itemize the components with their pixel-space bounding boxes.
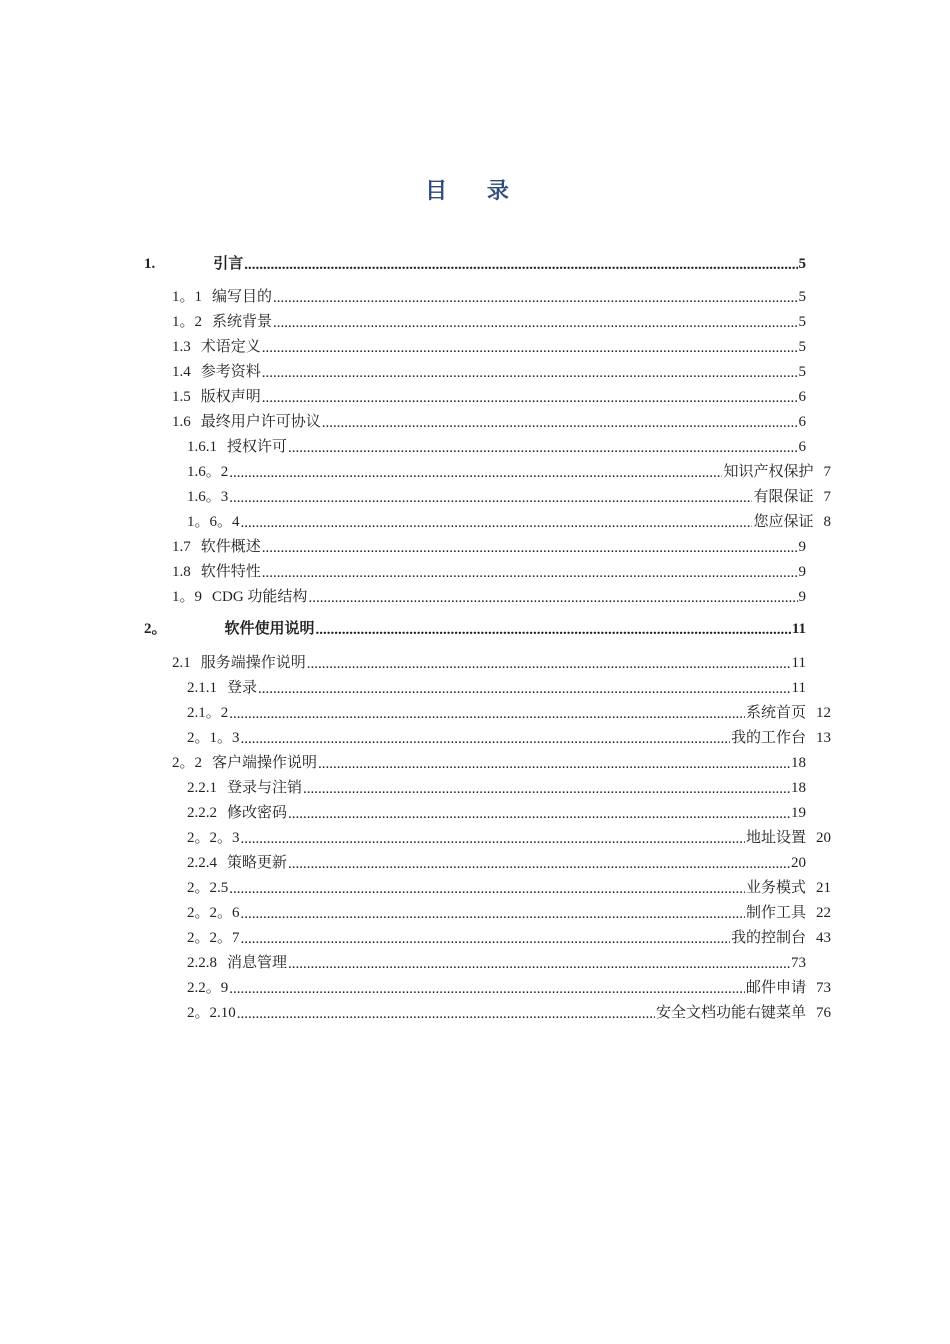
toc-entry[interactable] (187, 926, 831, 948)
toc-entry-title: 服务端操作说明 (200, 655, 306, 671)
toc-page-number: 7 (823, 489, 831, 505)
toc-entry-title: 知识产权保护 (723, 464, 814, 480)
toc-page-number: 18 (791, 780, 806, 796)
toc-entry-number: 2。2 (172, 755, 203, 771)
toc-entry-number: 2.2.8 (187, 955, 217, 971)
toc-page-number: 76 (816, 1005, 831, 1021)
toc-page-number: 20 (791, 855, 806, 871)
toc-entry[interactable] (172, 385, 806, 407)
toc-page-number: 6 (798, 414, 806, 430)
toc-page-number: 6 (798, 389, 806, 405)
toc-entry-number: 1。9 (172, 589, 203, 605)
toc-entry[interactable] (172, 310, 806, 332)
toc-entry-title: 有限保证 (753, 489, 814, 505)
toc-entry-title: 最终用户许可协议 (200, 414, 321, 430)
toc-entry-number: 1。6。4 (187, 514, 240, 530)
toc-entry[interactable] (187, 976, 831, 998)
toc-dot-leader (241, 730, 730, 748)
toc-entry[interactable] (187, 801, 806, 823)
toc-entry-number: 2.2.2 (187, 805, 217, 821)
toc-entry-title: 引言 (213, 256, 244, 272)
toc-entry[interactable] (172, 535, 806, 557)
toc-page-number: 5 (798, 289, 806, 305)
toc-entry-title: 业务模式 (745, 880, 806, 896)
toc-entry-number: 2.1 (172, 655, 191, 671)
toc-dot-leader (241, 830, 745, 848)
toc-page-number: 11 (791, 680, 806, 696)
toc-entry[interactable] (144, 617, 806, 639)
toc-dot-leader (229, 464, 722, 482)
toc-page-number: 7 (823, 464, 831, 480)
toc-entry-title: 编写目的 (212, 289, 273, 305)
toc-entry-title: 登录与注销 (227, 780, 303, 796)
toc-entry[interactable] (187, 726, 831, 748)
toc-entry-title: 系统首页 (745, 705, 806, 721)
toc-entry[interactable] (187, 676, 806, 698)
toc-entry[interactable] (187, 901, 831, 923)
toc-page-number: 18 (791, 755, 806, 771)
toc-entry-title: 邮件申请 (745, 980, 806, 996)
toc-dot-leader (229, 980, 745, 998)
toc-dot-leader (288, 855, 790, 873)
toc-entry-number: 1. (144, 256, 156, 272)
toc-entry-number: 1.8 (172, 564, 191, 580)
toc-entry-number: 2。2.5 (187, 880, 229, 896)
toc-entry-number: 1.3 (172, 339, 191, 355)
toc-page-number: 8 (823, 514, 831, 530)
toc-entry-number: 2。2。6 (187, 905, 240, 921)
toc-entry[interactable] (172, 335, 806, 357)
toc-dot-leader (288, 439, 797, 457)
toc-entry-title: 制作工具 (745, 905, 806, 921)
toc-entry-title: 消息管理 (227, 955, 288, 971)
toc-dot-leader (316, 621, 791, 639)
toc-dot-leader (288, 955, 790, 973)
toc-page-number: 11 (791, 655, 806, 671)
toc-dot-leader (262, 339, 798, 357)
toc-dot-leader (262, 564, 798, 582)
toc-entry[interactable] (172, 410, 806, 432)
toc-dot-leader (229, 489, 752, 507)
toc-entry-number: 2。2。3 (187, 830, 240, 846)
toc-page-number: 73 (791, 955, 806, 971)
toc-entry[interactable] (187, 851, 806, 873)
toc-entry-title: 软件概述 (200, 539, 261, 555)
toc-entry[interactable] (187, 876, 831, 898)
toc-entry-title: 软件特性 (200, 564, 261, 580)
toc-entry[interactable] (187, 826, 831, 848)
toc-dot-leader (229, 705, 745, 723)
toc-page-number: 43 (816, 930, 831, 946)
toc-entry-title: CDG 功能结构 (212, 589, 308, 605)
toc-entry-number: 1.4 (172, 364, 191, 380)
toc-entry[interactable] (187, 1001, 831, 1023)
toc-dot-leader (237, 1005, 655, 1023)
toc-entry-number: 2.1.1 (187, 680, 217, 696)
toc-entry-number: 1。1 (172, 289, 203, 305)
toc-entry[interactable] (172, 651, 806, 673)
toc-entry-title: 安全文档功能右键菜单 (655, 1005, 806, 1021)
toc-entry-number: 1.6。2 (187, 464, 229, 480)
toc-dot-leader (288, 805, 790, 823)
toc-entry-number: 2。2.10 (187, 1005, 236, 1021)
toc-entry[interactable] (187, 435, 806, 457)
toc-entry-number: 1.7 (172, 539, 191, 555)
toc-entry-number: 2.1。2 (187, 705, 229, 721)
toc-entry-number: 1.5 (172, 389, 191, 405)
toc-entry-title: 参考资料 (200, 364, 261, 380)
toc-entry-title: 版权声明 (200, 389, 261, 405)
toc-page-number: 5 (798, 314, 806, 330)
toc-entry[interactable] (172, 751, 806, 773)
toc-entry[interactable] (144, 252, 806, 274)
toc-entry[interactable] (187, 776, 806, 798)
toc-entry-number: 2。 (144, 621, 167, 637)
toc-dot-leader (262, 389, 798, 407)
toc-entry-title: 您应保证 (753, 514, 814, 530)
toc-entry-number: 2。1。3 (187, 730, 240, 746)
toc-entry[interactable] (172, 585, 806, 607)
toc-entry-number: 1。2 (172, 314, 203, 330)
toc-entry-number: 1.6。3 (187, 489, 229, 505)
toc-entry[interactable] (172, 285, 806, 307)
toc-page-number: 20 (816, 830, 831, 846)
toc-page-number: 12 (816, 705, 831, 721)
toc-page-number: 5 (798, 364, 806, 380)
toc-entry-number: 2.2.1 (187, 780, 217, 796)
toc-page-number: 6 (798, 439, 806, 455)
toc-page-number: 22 (816, 905, 831, 921)
toc-dot-leader (262, 364, 798, 382)
toc-dot-leader (229, 880, 745, 898)
toc-page-number: 9 (798, 539, 806, 555)
toc-dot-leader (303, 780, 790, 798)
toc-entry-title: 修改密码 (227, 805, 288, 821)
toc-dot-leader (241, 930, 730, 948)
toc-page-number: 11 (791, 621, 806, 637)
toc-page-number: 73 (816, 980, 831, 996)
toc-entry-title: 我的工作台 (730, 730, 806, 746)
toc-page-number: 13 (816, 730, 831, 746)
toc-entry[interactable] (172, 560, 806, 582)
toc-entry-title: 策略更新 (227, 855, 288, 871)
toc-entry-title: 授权许可 (227, 439, 288, 455)
toc-page-number: 19 (791, 805, 806, 821)
toc-dot-leader (322, 414, 798, 432)
toc-entry[interactable] (187, 510, 831, 532)
toc-entry-number: 1.6.1 (187, 439, 217, 455)
toc-entry[interactable] (187, 485, 831, 507)
toc-dot-leader (262, 539, 798, 557)
toc-entry-title: 软件使用说明 (224, 621, 315, 637)
toc-entry-number: 1.6 (172, 414, 191, 430)
toc-dot-leader (318, 755, 790, 773)
toc-dot-leader (273, 314, 797, 332)
toc-page-number: 9 (798, 564, 806, 580)
toc-dot-leader (241, 905, 745, 923)
toc-dot-leader (241, 514, 753, 532)
toc-entry-number: 2.2.4 (187, 855, 217, 871)
toc-entry-title: 术语定义 (200, 339, 261, 355)
toc-entry-number: 2.2。9 (187, 980, 229, 996)
toc-entry-title: 系统背景 (212, 314, 273, 330)
toc-entry-title: 登录 (227, 680, 258, 696)
toc-dot-leader (308, 589, 797, 607)
page-title: 目 录 (425, 179, 525, 204)
toc-page-number: 5 (798, 256, 806, 272)
toc-entry[interactable] (187, 460, 831, 482)
toc-entry-title: 客户端操作说明 (212, 755, 318, 771)
toc-dot-leader (273, 289, 797, 307)
toc-entry-title: 我的控制台 (730, 930, 806, 946)
toc-entry-number: 2。2。7 (187, 930, 240, 946)
toc-entry-title: 地址设置 (745, 830, 806, 846)
toc-page-number: 9 (798, 589, 806, 605)
toc-dot-leader (307, 655, 791, 673)
toc-entry[interactable] (187, 701, 831, 723)
toc-page-number: 5 (798, 339, 806, 355)
toc-entry[interactable] (172, 360, 806, 382)
toc-page-number: 21 (816, 880, 831, 896)
toc-dot-leader (258, 680, 791, 698)
toc-dot-leader (244, 256, 797, 274)
toc-entry[interactable] (187, 951, 806, 973)
